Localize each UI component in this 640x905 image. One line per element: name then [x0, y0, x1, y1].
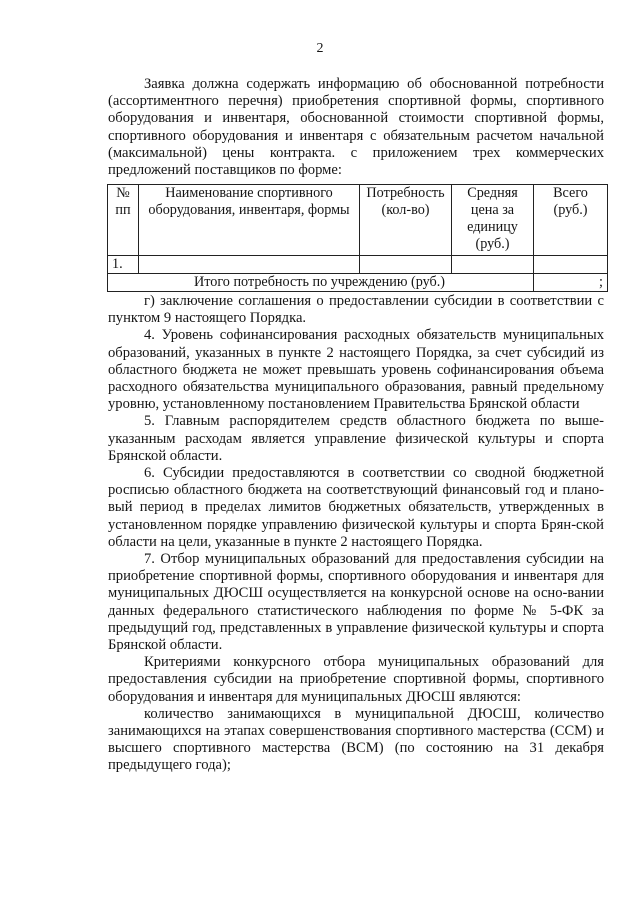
header-quantity: Потребность (кол-во) [360, 185, 452, 256]
total-label: Итого потребность по учреждению (руб.) [108, 274, 534, 292]
table-cell [452, 256, 534, 274]
page-number: 2 [316, 41, 324, 56]
intro-block [108, 76, 604, 179]
paragraph-criterion-count: количество занимающихся в муниципальной ДЮСШ, количество занимающихся на этапах совершенствования спортивного мастерства (ССМ) и высшего спортивного мастерства (ВСМ) (по состоянию на 31 декабря предыдущего года); [108, 705, 604, 774]
table-cell [360, 256, 452, 274]
header-total: Всего (руб.) [534, 185, 608, 256]
paragraph-g-agreement: г) заключение соглашения о предоставлении субсидии в соответствии с пунктом 9 настоящего Порядка. [108, 293, 604, 327]
paragraph-5-main-manager: 5. Главным распорядителем средств областного бюджета по выше-указанным расходам является управление физической культуры и спорта Брянской области. [108, 413, 604, 464]
table-row [108, 256, 608, 274]
table-cell [139, 256, 360, 274]
total-value: ; [534, 274, 608, 292]
table-header-row [108, 185, 608, 256]
request-form-table [107, 184, 608, 292]
header-number: № пп [108, 185, 139, 256]
table-total-row [108, 274, 608, 292]
body-text [108, 293, 604, 775]
table-cell: 1. [108, 256, 139, 274]
paragraph-7-selection: 7. Отбор муниципальных образований для предоставления субсидии на приобретение спортивной формы, спортивного оборудования и инвентаря для муниципальных ДЮСШ осуществляется на конкурсной основе на осно-вании данных федерального статистического наблюдения по форме № 5-ФК за предыдущий год, представленных в управление физической культуры и спорта Брянской области. [108, 551, 604, 654]
table-cell [534, 256, 608, 274]
intro-paragraph: Заявка должна содержать информацию об обоснованной потребности (ассортиментного перечня) приобретения спортивной формы, спортивного оборудования и инвентаря, обоснованной стоимости спортивной формы, спортивного оборудования и инвентаря с обязательным расчетом начальной (максимальной) цены контракта. с приложением трех коммерческих предложений поставщиков по форме: [108, 76, 604, 179]
paragraph-criteria: Критериями конкурсного отбора муниципальных образований для предоставления субсидии на приобретение спортивной формы, спортивного оборудования и инвентаря для муниципальных ДЮСШ являются: [108, 654, 604, 705]
header-name: Наименование спортивного оборудования, инвентаря, формы [139, 185, 360, 256]
paragraph-6-subsidies: 6. Субсидии предоставляются в соответствии со сводной бюджетной росписью областного бюджета на соответствующий финансовый год и плано-вый период в пределах лимитов бюджетных обязательств, утвержденных в установленном порядке управлению физической культуры и спорта Брян-ской области на цели, указанные в пункте 2 настоящего Порядка. [108, 465, 604, 550]
paragraph-4-cofinancing: 4. Уровень софинансирования расходных обязательств муниципальных образований, указанных в пункте 2 настоящего Порядка, за счет субсидий из областного бюджета не может превышать уровень софинансирования объема расходного обязательства муниципального образования, равный предельному уровню, установленному постановлением Правительства Брянской области [108, 327, 604, 413]
header-average-price: Средняя цена за единицу (руб.) [452, 185, 534, 256]
